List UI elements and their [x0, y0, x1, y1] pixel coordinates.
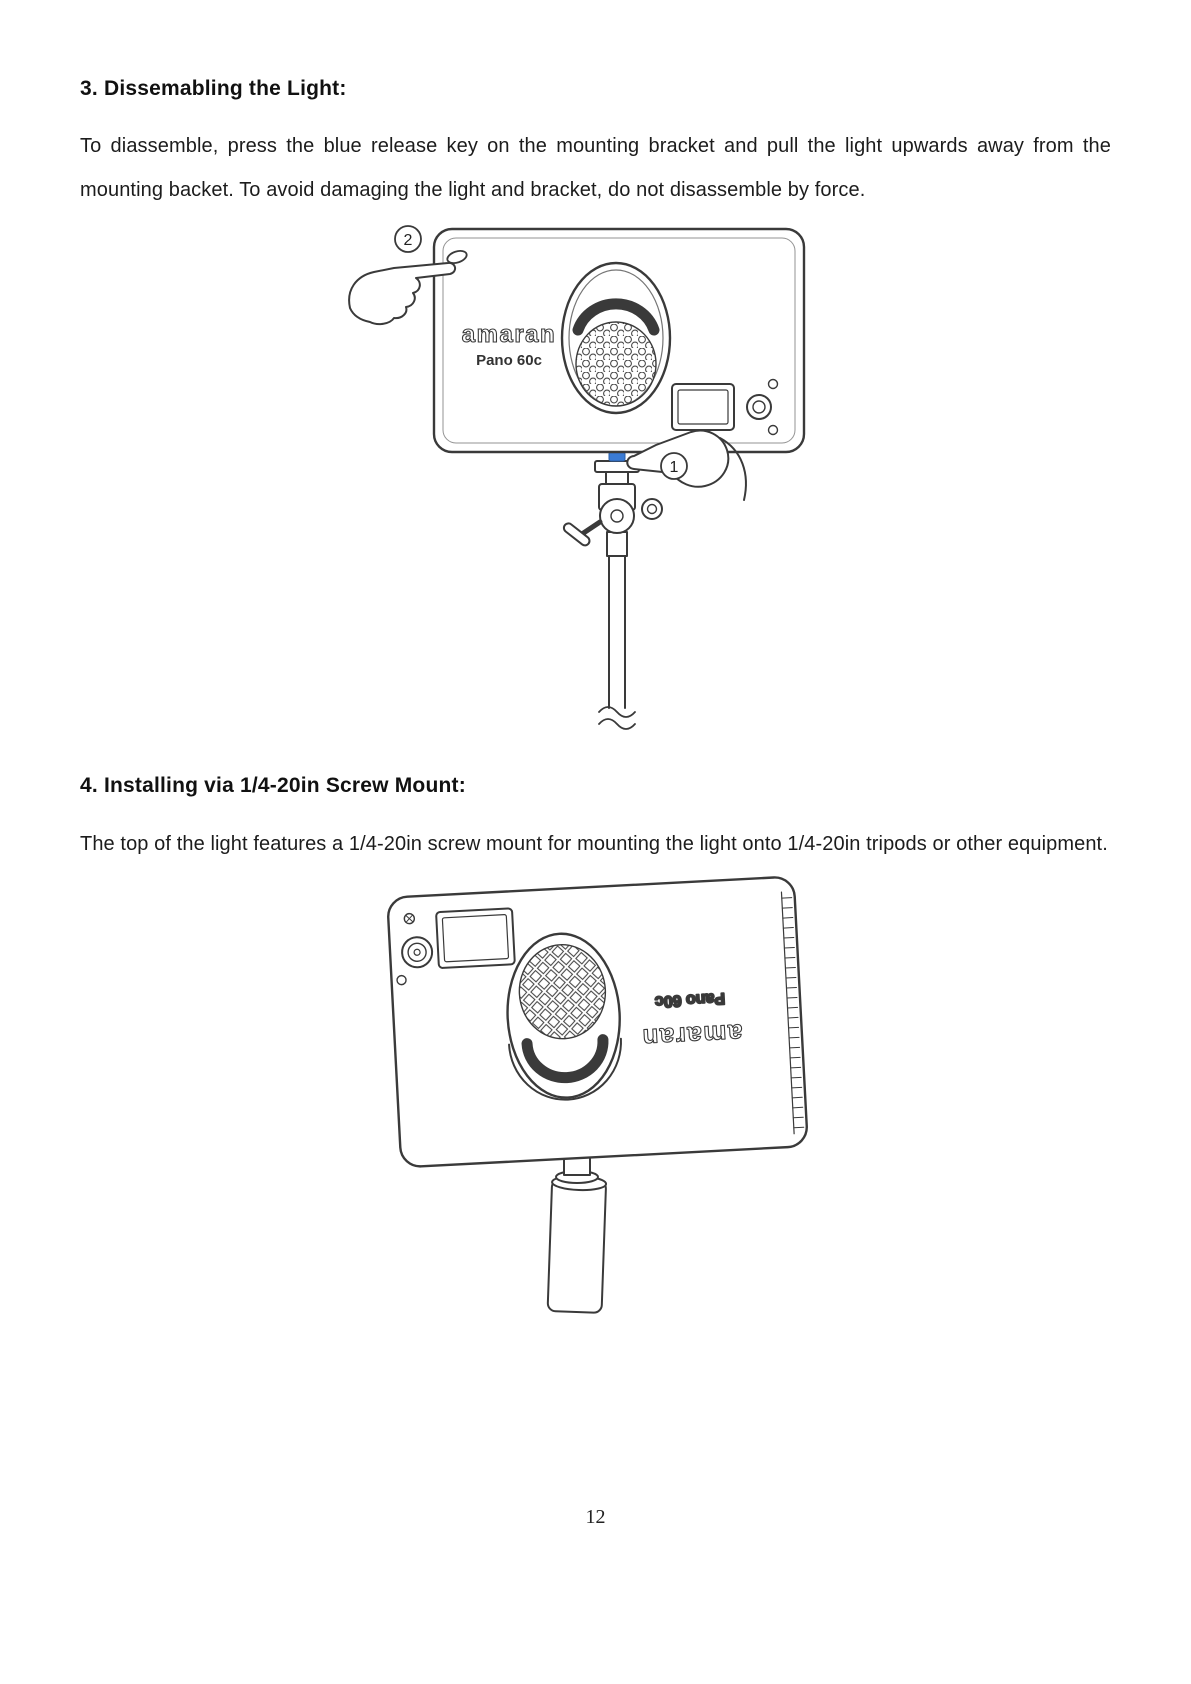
release-key — [609, 452, 625, 461]
section-3-body: To diassemble, press the blue release key on the mounting bracket and pull the light upwards away from the mounting backet. To avoid damaging the light and bracket, do not disassemble by force. — [80, 135, 1111, 202]
display-panel — [672, 384, 734, 430]
section-3-heading: 3. Dissemabling the Light: — [80, 77, 347, 100]
section-4-body: The top of the light features a 1/4-20in screw mount for mounting the light onto 1/4-20in tripods or other equipment. — [80, 832, 1108, 855]
light-stand-pole — [599, 532, 635, 729]
brand-logo-text: amaran — [461, 321, 556, 349]
light-inverted-illustration — [336, 872, 856, 1322]
tripod-pole — [547, 1175, 606, 1313]
light-front-illustration — [316, 216, 876, 761]
grille — [562, 263, 670, 413]
control-knob — [401, 936, 433, 968]
callout-2-number: 2 — [403, 232, 412, 250]
display-panel — [436, 908, 515, 968]
figure-screw-mount — [336, 872, 856, 1322]
model-text: Pano 60c — [653, 988, 725, 1010]
callout-1-number: 1 — [669, 459, 678, 477]
brand-logo-text: amaran — [639, 1017, 743, 1054]
section-4-heading: 4. Installing via 1/4-20in Screw Mount: — [80, 774, 466, 798]
control-knob — [747, 395, 771, 419]
figure-disassembly — [316, 216, 876, 761]
model-text: Pano 60c — [475, 352, 542, 370]
page-number: 12 — [585, 1506, 606, 1528]
